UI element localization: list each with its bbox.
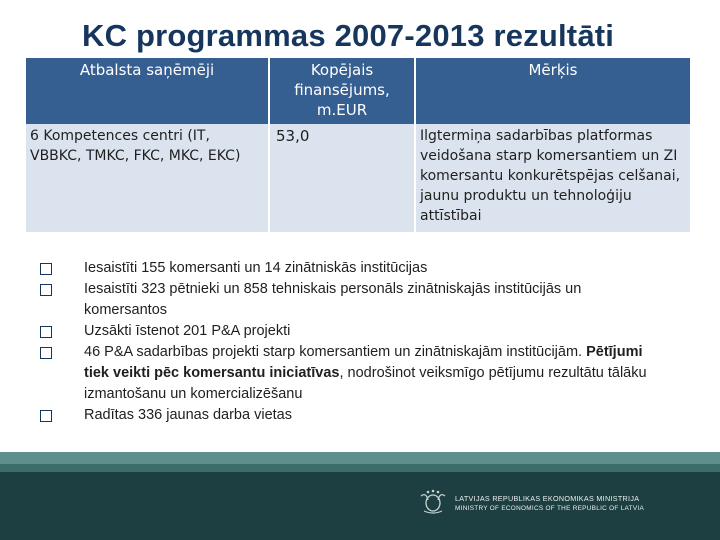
checkbox-bullet-icon <box>40 263 52 275</box>
list-item <box>40 258 660 279</box>
ministry-name-en: MINISTRY OF ECONOMICS OF THE REPUBLIC OF LATVIA <box>455 505 645 512</box>
header-cell-funding <box>270 58 414 124</box>
checkbox-bullet-icon <box>40 284 52 296</box>
funding-value: 53,0 <box>276 127 310 145</box>
list-item <box>40 279 660 321</box>
cell-goal <box>416 124 690 232</box>
cell-recipients <box>26 124 268 232</box>
footer-stripe-dark <box>0 464 720 472</box>
checkbox-bullet-icon <box>40 326 52 338</box>
header-goal-label: Mērķis <box>528 61 578 79</box>
list-item-text-start: 46 P&A sadarbības projekti starp komersantiem un zinātniskajām institūcijām. <box>84 344 587 360</box>
list-item-text: Uzsākti īstenot 201 P&A projekti <box>84 323 291 339</box>
slide-title: KC programmas 2007-2013 rezultāti <box>82 18 615 53</box>
coat-of-arms-icon <box>418 488 448 514</box>
checkbox-bullet-icon <box>40 410 52 422</box>
goal-value: Ilgtermiņa sadarbības platformas veidošana starp komersantiem un ZI komersantu konkurētspējas celšanai, jaunu produktu un tehnoloģiju attīstībai <box>420 128 681 224</box>
list-item-text: Iesaistīti 155 komersanti un 14 zinātniskās institūcijas <box>84 260 428 276</box>
list-item-text: Radītas 336 jaunas darba vietas <box>84 407 292 423</box>
ministry-name <box>455 494 644 514</box>
list-item-text-bold: Pētījumi tiek veikti pēc komersantu iniciatīvas <box>84 344 643 381</box>
list-item <box>40 405 660 426</box>
header-cell-goal <box>416 58 690 124</box>
recipients-value: 6 Kompetences centri (IT, VBBKC, TMKC, FKC, MKC, EKC) <box>30 128 241 164</box>
header-recipients-label: Atbalsta saņēmēji <box>79 61 215 79</box>
footer-stripe-light <box>0 452 720 464</box>
list-item <box>40 342 660 405</box>
checkbox-bullet-icon <box>40 347 52 359</box>
cell-funding <box>270 124 414 232</box>
list-item-text: Iesaistīti 323 pētnieki un 858 tehniskais personāls zinātniskajās institūcijās un komersantos <box>84 281 582 318</box>
list-item <box>40 321 660 342</box>
header-cell-recipients <box>26 58 268 124</box>
ministry-name-lv: LATVIJAS REPUBLIKAS EKONOMIKAS MINISTRIJA <box>455 494 640 503</box>
header-funding-label: Kopējais finansējums, m.EUR <box>294 61 390 119</box>
results-list <box>40 258 660 426</box>
list-item-text-end: , nodrošinot veiksmīgo pētījumu rezultātu tālāku izmantošanu un komercializēšanu <box>84 365 647 402</box>
